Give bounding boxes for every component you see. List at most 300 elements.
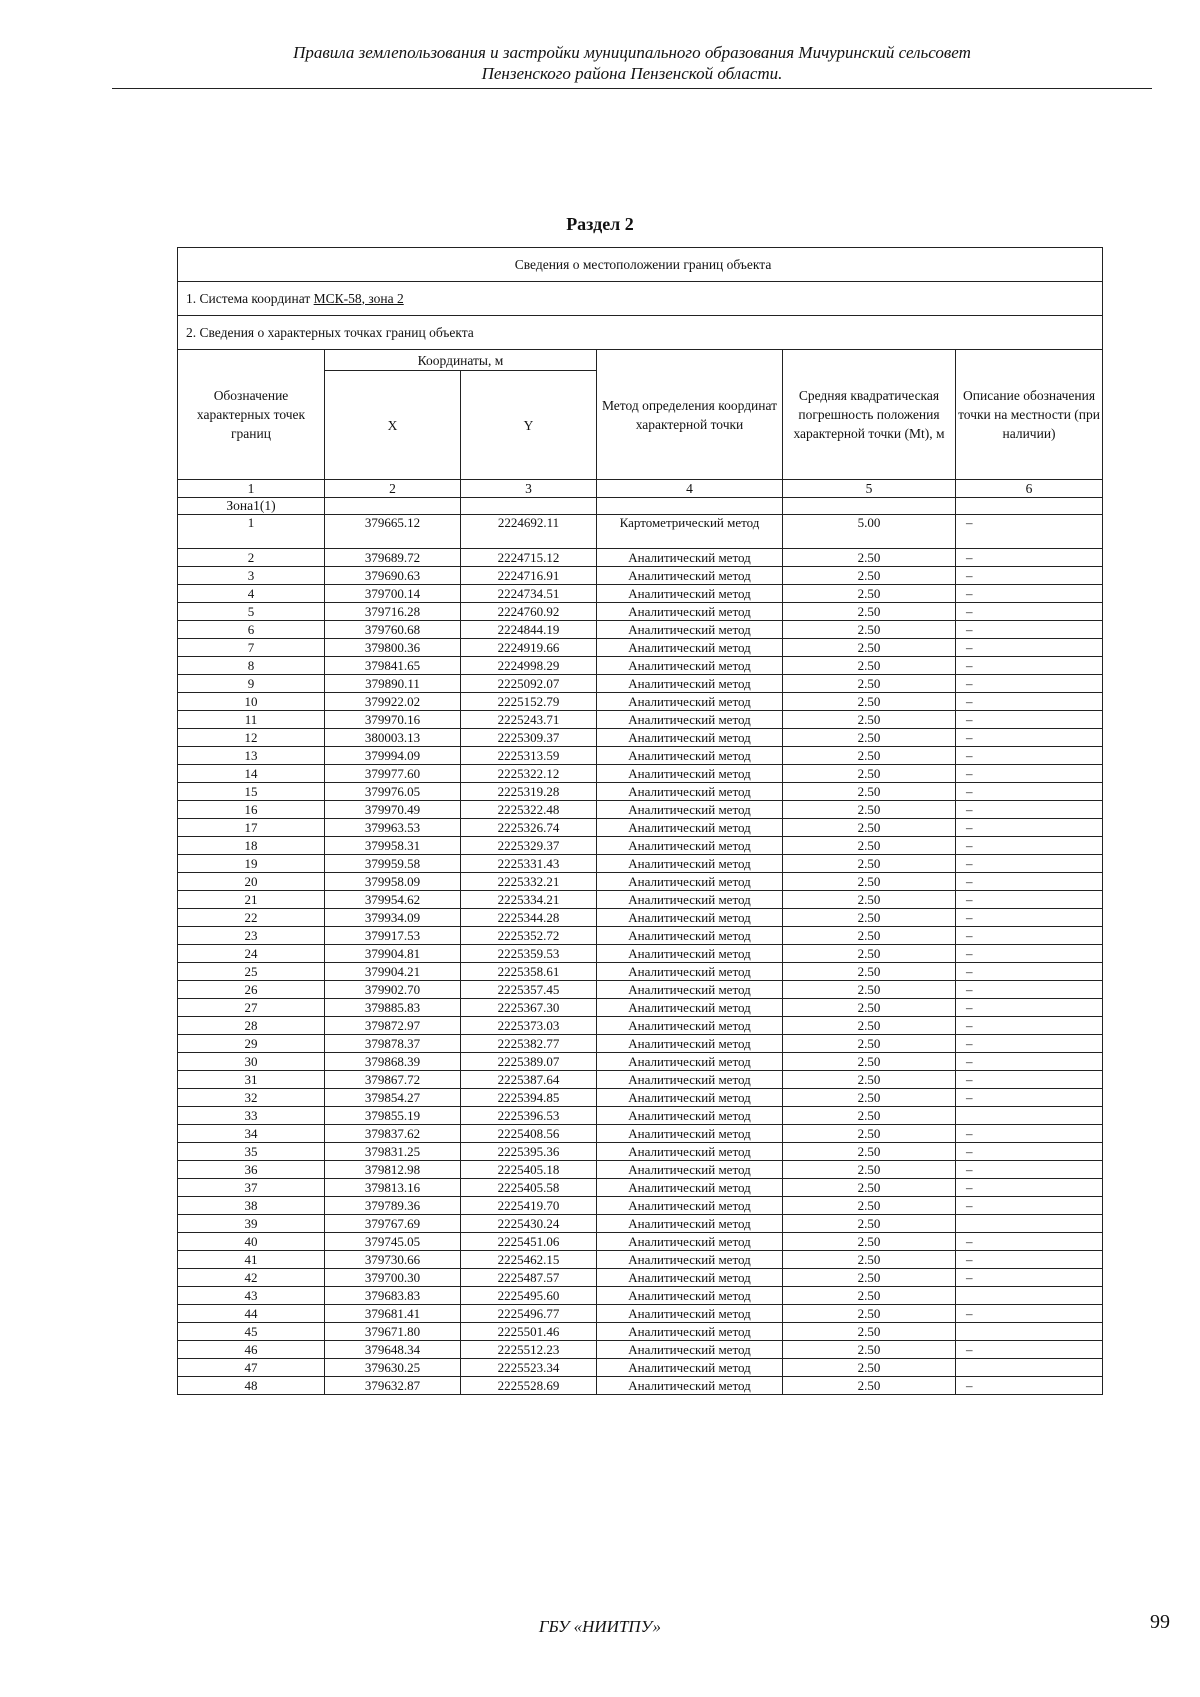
error-cell: 2.50 [783, 567, 956, 585]
description-cell: – [956, 927, 1103, 945]
method-cell: Аналитический метод [597, 567, 783, 585]
x-coordinate-cell: 379868.39 [325, 1053, 461, 1071]
table-row [178, 585, 1103, 603]
page-number: 99 [1150, 1611, 1170, 1633]
x-coordinate-cell: 379632.87 [325, 1377, 461, 1395]
y-coordinate-cell: 2224715.12 [461, 549, 597, 567]
point-number-cell: 12 [178, 729, 325, 747]
y-coordinate-cell: 2225523.34 [461, 1359, 597, 1377]
x-coordinate-cell: 379730.66 [325, 1251, 461, 1269]
table-row [178, 729, 1103, 747]
error-cell: 2.50 [783, 873, 956, 891]
method-cell: Аналитический метод [597, 945, 783, 963]
y-coordinate-cell: 2225419.70 [461, 1197, 597, 1215]
header-divider [112, 88, 1152, 89]
x-coordinate-cell: 379812.98 [325, 1161, 461, 1179]
description-cell: – [956, 837, 1103, 855]
x-coordinate-cell: 379760.68 [325, 621, 461, 639]
table-row [178, 981, 1103, 999]
description-cell: – [956, 909, 1103, 927]
y-coordinate-cell: 2225331.43 [461, 855, 597, 873]
x-coordinate-cell: 379681.41 [325, 1305, 461, 1323]
description-cell: – [956, 801, 1103, 819]
y-coordinate-cell: 2224716.91 [461, 567, 597, 585]
point-number-cell: 13 [178, 747, 325, 765]
header-point: Обозначение характерных точек границ [178, 350, 325, 480]
x-coordinate-cell: 379700.30 [325, 1269, 461, 1287]
x-coordinate-cell: 379958.09 [325, 873, 461, 891]
method-cell: Аналитический метод [597, 855, 783, 873]
table-row [178, 1251, 1103, 1269]
method-cell: Аналитический метод [597, 1269, 783, 1287]
point-number-cell: 18 [178, 837, 325, 855]
x-coordinate-cell: 379954.62 [325, 891, 461, 909]
x-coordinate-cell: 379917.53 [325, 927, 461, 945]
zone-label: Зона1(1) [178, 498, 325, 515]
point-number-cell: 16 [178, 801, 325, 819]
x-coordinate-cell: 379745.05 [325, 1233, 461, 1251]
y-coordinate-cell: 2224760.92 [461, 603, 597, 621]
y-coordinate-cell: 2225243.71 [461, 711, 597, 729]
x-coordinate-cell: 379890.11 [325, 675, 461, 693]
method-cell: Аналитический метод [597, 747, 783, 765]
y-coordinate-cell: 2225405.58 [461, 1179, 597, 1197]
error-cell: 2.50 [783, 1107, 956, 1125]
error-cell: 2.50 [783, 801, 956, 819]
point-number-cell: 36 [178, 1161, 325, 1179]
y-coordinate-cell: 2225332.21 [461, 873, 597, 891]
y-coordinate-cell: 2225319.28 [461, 783, 597, 801]
point-number-cell: 39 [178, 1215, 325, 1233]
x-coordinate-cell: 379648.34 [325, 1341, 461, 1359]
y-coordinate-cell: 2225367.30 [461, 999, 597, 1017]
footer-organization: ГБУ «НИИТПУ» [538, 1617, 662, 1636]
error-cell: 2.50 [783, 1053, 956, 1071]
description-cell: – [956, 515, 1103, 549]
method-cell: Аналитический метод [597, 1143, 783, 1161]
point-number-cell: 1 [178, 515, 325, 549]
x-coordinate-cell: 379683.83 [325, 1287, 461, 1305]
table-row [178, 765, 1103, 783]
error-cell: 2.50 [783, 693, 956, 711]
error-cell: 2.50 [783, 549, 956, 567]
description-cell: – [956, 1341, 1103, 1359]
description-cell: – [956, 693, 1103, 711]
running-header [112, 42, 1152, 84]
method-cell: Аналитический метод [597, 963, 783, 981]
error-cell: 2.50 [783, 711, 956, 729]
point-number-cell: 43 [178, 1287, 325, 1305]
error-cell: 2.50 [783, 1341, 956, 1359]
y-coordinate-cell: 2224998.29 [461, 657, 597, 675]
description-cell: – [956, 639, 1103, 657]
coord-system-label: 1. Система координат [186, 290, 314, 306]
error-cell: 2.50 [783, 1377, 956, 1395]
description-cell: – [956, 1197, 1103, 1215]
table-row [178, 1287, 1103, 1305]
method-cell: Аналитический метод [597, 1341, 783, 1359]
column-number: 3 [461, 480, 597, 498]
method-cell: Аналитический метод [597, 639, 783, 657]
method-cell: Аналитический метод [597, 729, 783, 747]
point-number-cell: 47 [178, 1359, 325, 1377]
description-cell: – [956, 1233, 1103, 1251]
description-cell: – [956, 1017, 1103, 1035]
x-coordinate-cell: 379690.63 [325, 567, 461, 585]
method-cell: Аналитический метод [597, 1251, 783, 1269]
header-x: X [325, 371, 461, 480]
x-coordinate-cell: 379970.49 [325, 801, 461, 819]
table-title: Сведения о местоположении границ объекта [178, 248, 1103, 282]
method-cell: Аналитический метод [597, 981, 783, 999]
error-cell: 2.50 [783, 837, 956, 855]
description-cell: – [956, 1035, 1103, 1053]
description-cell [956, 1287, 1103, 1305]
y-coordinate-cell: 2225313.59 [461, 747, 597, 765]
table-row [178, 1359, 1103, 1377]
table-row [178, 801, 1103, 819]
table-row [178, 639, 1103, 657]
table-row [178, 1017, 1103, 1035]
point-number-cell: 20 [178, 873, 325, 891]
method-cell: Аналитический метод [597, 1053, 783, 1071]
x-coordinate-cell: 379976.05 [325, 783, 461, 801]
method-cell: Аналитический метод [597, 765, 783, 783]
y-coordinate-cell: 2225358.61 [461, 963, 597, 981]
point-number-cell: 41 [178, 1251, 325, 1269]
point-number-cell: 6 [178, 621, 325, 639]
description-cell: – [956, 549, 1103, 567]
y-coordinate-cell: 2225326.74 [461, 819, 597, 837]
method-cell: Аналитический метод [597, 585, 783, 603]
point-number-cell: 38 [178, 1197, 325, 1215]
error-cell: 2.50 [783, 639, 956, 657]
table-row [178, 621, 1103, 639]
table-row [178, 711, 1103, 729]
error-cell: 2.50 [783, 927, 956, 945]
table-row [178, 1071, 1103, 1089]
y-coordinate-cell: 2225512.23 [461, 1341, 597, 1359]
description-cell: – [956, 999, 1103, 1017]
table-row [178, 891, 1103, 909]
y-coordinate-cell: 2224692.11 [461, 515, 597, 549]
error-cell: 2.50 [783, 981, 956, 999]
description-cell: – [956, 765, 1103, 783]
x-coordinate-cell: 380003.13 [325, 729, 461, 747]
method-cell: Аналитический метод [597, 1305, 783, 1323]
header-description: Описание обозначения точки на местности (при наличии) [956, 350, 1103, 480]
table-row [178, 1323, 1103, 1341]
error-cell: 2.50 [783, 783, 956, 801]
y-coordinate-cell: 2225329.37 [461, 837, 597, 855]
description-cell: – [956, 657, 1103, 675]
point-number-cell: 28 [178, 1017, 325, 1035]
error-cell: 2.50 [783, 1143, 956, 1161]
point-number-cell: 42 [178, 1269, 325, 1287]
header-error: Средняя квадратическая погрешность положения характерной точки (Mt), м [783, 350, 956, 480]
method-cell: Аналитический метод [597, 1377, 783, 1395]
description-cell [956, 1215, 1103, 1233]
method-cell: Аналитический метод [597, 1179, 783, 1197]
x-coordinate-cell: 379958.31 [325, 837, 461, 855]
method-cell: Аналитический метод [597, 1017, 783, 1035]
point-number-cell: 8 [178, 657, 325, 675]
column-number: 1 [178, 480, 325, 498]
error-cell: 2.50 [783, 621, 956, 639]
table-row [178, 819, 1103, 837]
table-row [178, 999, 1103, 1017]
y-coordinate-cell: 2225152.79 [461, 693, 597, 711]
header-line-1: Правила землепользования и застройки муниципального образования Мичуринский сельсовет [293, 43, 971, 62]
zone-row [178, 498, 1103, 515]
x-coordinate-cell: 379831.25 [325, 1143, 461, 1161]
y-coordinate-cell: 2225408.56 [461, 1125, 597, 1143]
method-cell: Аналитический метод [597, 1161, 783, 1179]
table-row [178, 1161, 1103, 1179]
x-coordinate-cell: 379671.80 [325, 1323, 461, 1341]
point-number-cell: 5 [178, 603, 325, 621]
table-row [178, 1125, 1103, 1143]
error-cell: 2.50 [783, 1359, 956, 1377]
y-coordinate-cell: 2225395.36 [461, 1143, 597, 1161]
table-row [178, 1197, 1103, 1215]
error-cell: 2.50 [783, 855, 956, 873]
section-title: Раздел 2 [566, 214, 634, 234]
error-cell: 2.50 [783, 819, 956, 837]
table-row [178, 1089, 1103, 1107]
x-coordinate-cell: 379885.83 [325, 999, 461, 1017]
table-row [178, 603, 1103, 621]
table-row [178, 1035, 1103, 1053]
x-coordinate-cell: 379716.28 [325, 603, 461, 621]
coord-system-value: МСК-58, зона 2 [313, 290, 404, 306]
point-number-cell: 19 [178, 855, 325, 873]
method-cell: Аналитический метод [597, 675, 783, 693]
table-row [178, 549, 1103, 567]
table-row [178, 657, 1103, 675]
point-number-cell: 14 [178, 765, 325, 783]
method-cell: Аналитический метод [597, 711, 783, 729]
point-number-cell: 11 [178, 711, 325, 729]
method-cell: Аналитический метод [597, 1035, 783, 1053]
description-cell: – [956, 963, 1103, 981]
y-coordinate-cell: 2225462.15 [461, 1251, 597, 1269]
description-cell: – [956, 1053, 1103, 1071]
column-number: 5 [783, 480, 956, 498]
point-number-cell: 25 [178, 963, 325, 981]
point-number-cell: 33 [178, 1107, 325, 1125]
y-coordinate-cell: 2225487.57 [461, 1269, 597, 1287]
table-row [178, 675, 1103, 693]
error-cell: 2.50 [783, 1017, 956, 1035]
description-cell: – [956, 855, 1103, 873]
y-coordinate-cell: 2225382.77 [461, 1035, 597, 1053]
method-cell: Аналитический метод [597, 927, 783, 945]
table-row [178, 515, 1103, 549]
y-coordinate-cell: 2225352.72 [461, 927, 597, 945]
error-cell: 2.50 [783, 1035, 956, 1053]
y-coordinate-cell: 2225389.07 [461, 1053, 597, 1071]
y-coordinate-cell: 2225357.45 [461, 981, 597, 999]
point-number-cell: 17 [178, 819, 325, 837]
table-row [178, 837, 1103, 855]
description-cell: – [956, 1377, 1103, 1395]
x-coordinate-cell: 379813.16 [325, 1179, 461, 1197]
y-coordinate-cell: 2224734.51 [461, 585, 597, 603]
table-row [178, 873, 1103, 891]
table-row [178, 927, 1103, 945]
x-coordinate-cell: 379689.72 [325, 549, 461, 567]
x-coordinate-cell: 379970.16 [325, 711, 461, 729]
column-number: 2 [325, 480, 461, 498]
description-cell: – [956, 603, 1103, 621]
description-cell: – [956, 891, 1103, 909]
method-cell: Аналитический метод [597, 999, 783, 1017]
x-coordinate-cell: 379977.60 [325, 765, 461, 783]
error-cell: 2.50 [783, 1089, 956, 1107]
x-coordinate-cell: 379630.25 [325, 1359, 461, 1377]
method-cell: Аналитический метод [597, 873, 783, 891]
method-cell: Аналитический метод [597, 1089, 783, 1107]
method-cell: Аналитический метод [597, 837, 783, 855]
table-row [178, 1377, 1103, 1395]
boundary-points-table [177, 247, 1103, 1395]
error-cell: 2.50 [783, 963, 956, 981]
y-coordinate-cell: 2225373.03 [461, 1017, 597, 1035]
column-number: 6 [956, 480, 1103, 498]
method-cell: Аналитический метод [597, 1215, 783, 1233]
method-cell: Аналитический метод [597, 1107, 783, 1125]
point-number-cell: 48 [178, 1377, 325, 1395]
method-cell: Аналитический метод [597, 1125, 783, 1143]
y-coordinate-cell: 2225322.12 [461, 765, 597, 783]
description-cell: – [956, 1179, 1103, 1197]
x-coordinate-cell: 379878.37 [325, 1035, 461, 1053]
x-coordinate-cell: 379902.70 [325, 981, 461, 999]
point-number-cell: 24 [178, 945, 325, 963]
description-cell: – [956, 1089, 1103, 1107]
point-number-cell: 27 [178, 999, 325, 1017]
y-coordinate-cell: 2225394.85 [461, 1089, 597, 1107]
method-cell: Аналитический метод [597, 621, 783, 639]
method-cell: Аналитический метод [597, 783, 783, 801]
x-coordinate-cell: 379994.09 [325, 747, 461, 765]
x-coordinate-cell: 379665.12 [325, 515, 461, 549]
header-coords: Координаты, м [325, 350, 597, 371]
error-cell: 2.50 [783, 1125, 956, 1143]
boundary-table-wrapper [177, 247, 1102, 1395]
error-cell: 2.50 [783, 729, 956, 747]
description-cell [956, 1323, 1103, 1341]
description-cell [956, 1359, 1103, 1377]
table-row [178, 855, 1103, 873]
description-cell: – [956, 1125, 1103, 1143]
y-coordinate-cell: 2225092.07 [461, 675, 597, 693]
description-cell: – [956, 621, 1103, 639]
point-number-cell: 21 [178, 891, 325, 909]
point-number-cell: 30 [178, 1053, 325, 1071]
point-number-cell: 37 [178, 1179, 325, 1197]
error-cell: 2.50 [783, 675, 956, 693]
table-row [178, 1233, 1103, 1251]
y-coordinate-cell: 2225334.21 [461, 891, 597, 909]
error-cell: 2.50 [783, 1197, 956, 1215]
point-number-cell: 34 [178, 1125, 325, 1143]
description-cell: – [956, 711, 1103, 729]
point-number-cell: 26 [178, 981, 325, 999]
table-row [178, 963, 1103, 981]
method-cell: Аналитический метод [597, 693, 783, 711]
point-number-cell: 22 [178, 909, 325, 927]
description-cell: – [956, 873, 1103, 891]
x-coordinate-cell: 379934.09 [325, 909, 461, 927]
point-number-cell: 46 [178, 1341, 325, 1359]
point-number-cell: 15 [178, 783, 325, 801]
error-cell: 2.50 [783, 1323, 956, 1341]
x-coordinate-cell: 379867.72 [325, 1071, 461, 1089]
table-row [178, 747, 1103, 765]
description-cell: – [956, 567, 1103, 585]
error-cell: 2.50 [783, 1269, 956, 1287]
y-coordinate-cell: 2225501.46 [461, 1323, 597, 1341]
point-number-cell: 44 [178, 1305, 325, 1323]
y-coordinate-cell: 2224844.19 [461, 621, 597, 639]
description-cell: – [956, 1143, 1103, 1161]
error-cell: 2.50 [783, 1233, 956, 1251]
method-cell: Аналитический метод [597, 1359, 783, 1377]
point-number-cell: 7 [178, 639, 325, 657]
column-numbers-row [178, 480, 1103, 498]
description-cell: – [956, 1305, 1103, 1323]
method-cell: Аналитический метод [597, 603, 783, 621]
y-coordinate-cell: 2225451.06 [461, 1233, 597, 1251]
method-cell: Аналитический метод [597, 1287, 783, 1305]
y-coordinate-cell: 2225495.60 [461, 1287, 597, 1305]
table-row [178, 945, 1103, 963]
error-cell: 2.50 [783, 747, 956, 765]
point-number-cell: 29 [178, 1035, 325, 1053]
point-number-cell: 23 [178, 927, 325, 945]
table-row [178, 909, 1103, 927]
point-number-cell: 10 [178, 693, 325, 711]
method-cell: Аналитический метод [597, 891, 783, 909]
description-cell: – [956, 1251, 1103, 1269]
y-coordinate-cell: 2225387.64 [461, 1071, 597, 1089]
table-row [178, 1053, 1103, 1071]
description-cell: – [956, 585, 1103, 603]
point-number-cell: 32 [178, 1089, 325, 1107]
error-cell: 2.50 [783, 1179, 956, 1197]
x-coordinate-cell: 379922.02 [325, 693, 461, 711]
error-cell: 2.50 [783, 1215, 956, 1233]
x-coordinate-cell: 379959.58 [325, 855, 461, 873]
description-cell: – [956, 1269, 1103, 1287]
table-row [178, 1305, 1103, 1323]
error-cell: 2.50 [783, 999, 956, 1017]
header-line-2: Пензенского района Пензенской области. [481, 64, 783, 83]
error-cell: 2.50 [783, 891, 956, 909]
error-cell: 2.50 [783, 585, 956, 603]
table-row [178, 1341, 1103, 1359]
points-section-title: 2. Сведения о характерных точках границ объекта [178, 316, 1103, 350]
error-cell: 2.50 [783, 1287, 956, 1305]
description-cell: – [956, 819, 1103, 837]
error-cell: 2.50 [783, 1161, 956, 1179]
y-coordinate-cell: 2225430.24 [461, 1215, 597, 1233]
y-coordinate-cell: 2225344.28 [461, 909, 597, 927]
point-number-cell: 3 [178, 567, 325, 585]
table-row [178, 783, 1103, 801]
